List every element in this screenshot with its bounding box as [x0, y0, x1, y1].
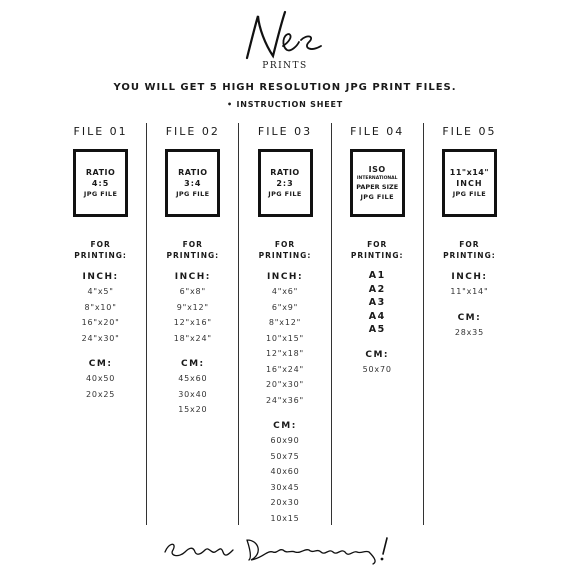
- size-item: 16"x24": [265, 364, 305, 374]
- size-item: 60x90: [270, 436, 300, 445]
- size-item: 8"x10": [84, 302, 117, 312]
- size-item: 15x20: [178, 405, 208, 414]
- for-printing-line: FOR: [182, 240, 203, 249]
- frame-line: JPG FILE: [360, 193, 394, 201]
- inch-label: INCH:: [266, 272, 304, 282]
- frame-line: 3:4: [184, 179, 202, 188]
- frame-line: RATIO: [178, 168, 208, 177]
- frame-line: 4:5: [91, 179, 110, 188]
- size-item: 16"x20": [81, 318, 120, 327]
- a-size-item: A2: [368, 283, 386, 295]
- frame-line: JPG FILE: [83, 190, 118, 198]
- for-printing: [55, 239, 146, 261]
- enjoy-decorating-script: [155, 532, 415, 566]
- brand-sub: PRINTS: [262, 61, 308, 71]
- cm-label: CM:: [180, 359, 205, 369]
- frame-line: RATIO: [85, 168, 116, 177]
- a-size-item: A4: [368, 310, 386, 322]
- frame-line: RATIO: [270, 168, 300, 177]
- inch-label: INCH:: [451, 272, 488, 282]
- frame-line: INCH: [456, 179, 483, 188]
- brand-logo-script: [225, 6, 345, 66]
- frame-line: PAPER SIZE: [356, 183, 399, 191]
- inch-label: INCH:: [82, 272, 119, 282]
- size-item: 4"x5": [87, 287, 114, 296]
- file-label: FILE 01: [73, 125, 128, 138]
- file-label: FILE 02: [165, 125, 220, 138]
- footer-script: [0, 532, 570, 566]
- for-printing: [239, 239, 330, 261]
- file-column-05: [423, 123, 515, 525]
- file-column-04: [331, 123, 423, 525]
- for-printing-line: PRINTING:: [258, 251, 312, 260]
- file-label: FILE 03: [257, 125, 313, 138]
- frame-line: JPG FILE: [452, 190, 487, 198]
- for-printing: [424, 239, 515, 261]
- size-item: 10"x15": [265, 333, 305, 343]
- frame-line: ISO: [368, 165, 386, 174]
- frame-line: 2:3: [276, 179, 294, 188]
- size-item: 20"x30": [265, 380, 305, 389]
- size-item: 30x40: [178, 389, 208, 399]
- for-printing: [147, 239, 238, 261]
- for-printing: [332, 239, 423, 261]
- for-printing-line: FOR: [274, 240, 296, 249]
- size-item: 50x70: [362, 364, 392, 374]
- frame-line: JPG FILE: [176, 190, 210, 198]
- size-item: 40x60: [270, 467, 300, 476]
- a-size-item: A5: [368, 324, 386, 335]
- frame-line: 11"x14": [449, 168, 490, 177]
- ratio-frame: [350, 149, 405, 217]
- inch-label: INCH:: [174, 272, 211, 282]
- for-printing-line: FOR: [459, 240, 480, 249]
- size-item: 8"x12": [268, 318, 302, 327]
- for-printing-line: FOR: [90, 240, 111, 249]
- size-item: 45x60: [178, 374, 208, 383]
- size-item: 10x15: [270, 513, 300, 523]
- file-column-01: [55, 123, 146, 525]
- file-columns: [55, 123, 515, 525]
- ratio-frame: [73, 149, 128, 217]
- a-sizes: [332, 269, 423, 337]
- file-column-03: [238, 123, 330, 525]
- frame-line: JPG FILE: [268, 190, 302, 198]
- size-item: 4"x6": [271, 287, 299, 296]
- size-item: 40x50: [86, 374, 116, 383]
- headline: YOU WILL GET 5 HIGH RESOLUTION JPG PRINT FILES.: [113, 82, 457, 93]
- for-printing-line: PRINTING:: [443, 251, 496, 260]
- size-item: 12"x18": [265, 349, 305, 358]
- size-item: 30x45: [270, 482, 300, 492]
- size-item: 20x30: [270, 498, 300, 507]
- subline: • INSTRUCTION SHEET: [226, 100, 344, 109]
- file-label: FILE 05: [442, 125, 497, 138]
- file-label: FILE 04: [350, 125, 405, 138]
- file-column-02: [146, 123, 238, 525]
- size-item: 11"x14": [450, 287, 489, 296]
- for-printing-line: PRINTING:: [350, 251, 404, 260]
- for-printing-line: PRINTING:: [166, 251, 220, 260]
- a-size-item: A1: [368, 270, 386, 281]
- cm-label: CM:: [365, 349, 390, 360]
- size-item: 18"x24": [173, 333, 212, 343]
- frame-line: INTERNATIONAL: [356, 176, 398, 181]
- ratio-frame: [165, 149, 220, 217]
- size-item: 6"x8": [179, 287, 206, 296]
- for-printing-line: FOR: [367, 240, 388, 249]
- ratio-frame: [442, 149, 497, 217]
- for-printing-line: PRINTING:: [74, 251, 127, 260]
- a-size-item: A3: [368, 297, 386, 308]
- size-item: 9"x12": [176, 302, 209, 312]
- cm-label: CM:: [88, 359, 113, 369]
- size-item: 28x35: [454, 327, 484, 337]
- size-item: 24"x36": [265, 395, 305, 405]
- size-item: 6"x9": [271, 302, 299, 312]
- size-item: 50x75: [270, 451, 300, 461]
- cm-label: CM:: [273, 421, 297, 431]
- size-item: 12"x16": [173, 318, 212, 327]
- size-item: 24"x30": [81, 333, 120, 343]
- cm-label: CM:: [457, 312, 482, 323]
- ratio-frame: [258, 149, 313, 217]
- size-item: 20x25: [86, 389, 116, 399]
